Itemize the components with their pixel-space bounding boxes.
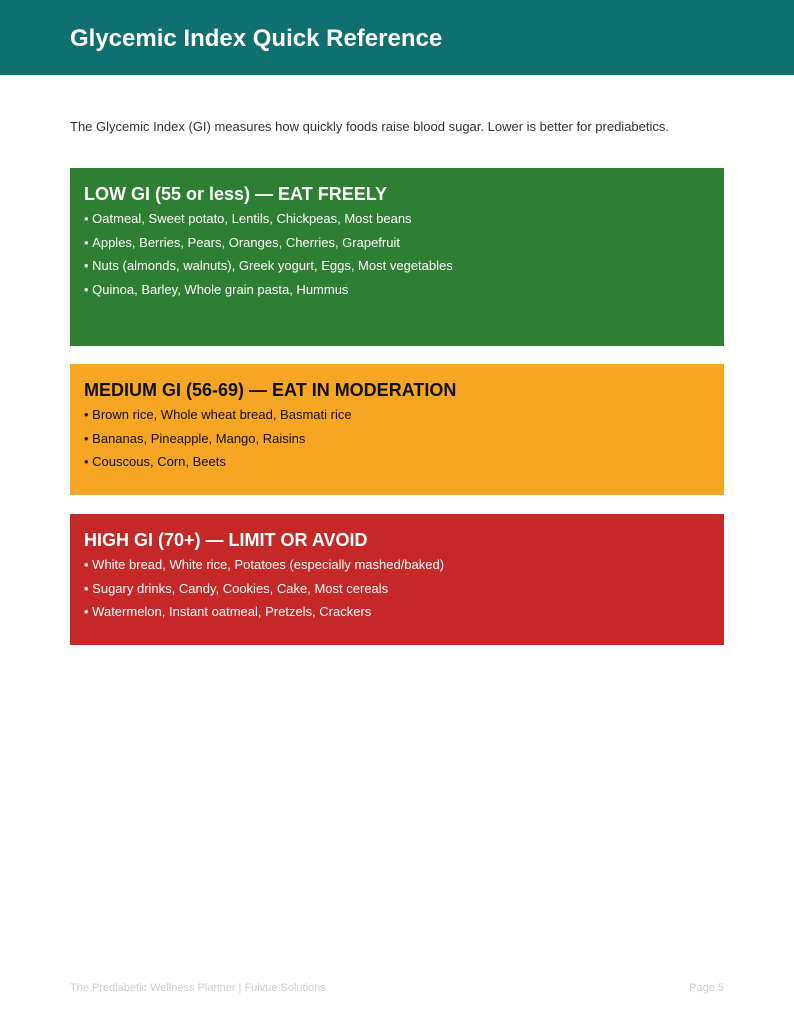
medium-gi-card <box>70 364 724 495</box>
page-title: Glycemic Index Quick Reference <box>70 25 443 52</box>
list-item: • Quinoa, Barley, Whole grain pasta, Hummus <box>84 282 710 298</box>
list-item: • Watermelon, Instant oatmeal, Pretzels, Crackers <box>84 604 710 620</box>
page-number: Page 5 <box>689 982 724 994</box>
list-item: • Nuts (almonds, walnuts), Greek yogurt, Eggs, Most vegetables <box>84 258 710 274</box>
list-item: • Brown rice, Whole wheat bread, Basmati rice <box>84 407 710 423</box>
low-gi-card <box>70 168 724 346</box>
list-item: • Apples, Berries, Pears, Oranges, Cherries, Grapefruit <box>84 235 710 251</box>
medium-gi-list <box>84 407 710 470</box>
page-header <box>0 0 794 75</box>
list-item: • Sugary drinks, Candy, Cookies, Cake, Most cereals <box>84 581 710 597</box>
medium-gi-title: MEDIUM GI (56-69) — EAT IN MODERATION <box>84 380 457 400</box>
high-gi-card <box>70 514 724 645</box>
intro-text: The Glycemic Index (GI) measures how quickly foods raise blood sugar. Lower is better for prediabetics. <box>70 119 669 134</box>
high-gi-list <box>84 557 710 620</box>
list-item: • White bread, White rice, Potatoes (especially mashed/baked) <box>84 557 710 573</box>
low-gi-title: LOW GI (55 or less) — EAT FREELY <box>84 184 388 204</box>
list-item: • Bananas, Pineapple, Mango, Raisins <box>84 431 710 447</box>
list-item: • Oatmeal, Sweet potato, Lentils, Chickpeas, Most beans <box>84 211 710 227</box>
list-item: • Couscous, Corn, Beets <box>84 454 710 470</box>
low-gi-list <box>84 211 710 298</box>
high-gi-title: HIGH GI (70+) — LIMIT OR AVOID <box>84 530 368 550</box>
footer-publisher: The Prediabetic Wellness Planner | Fulvue Solutions <box>70 982 326 994</box>
